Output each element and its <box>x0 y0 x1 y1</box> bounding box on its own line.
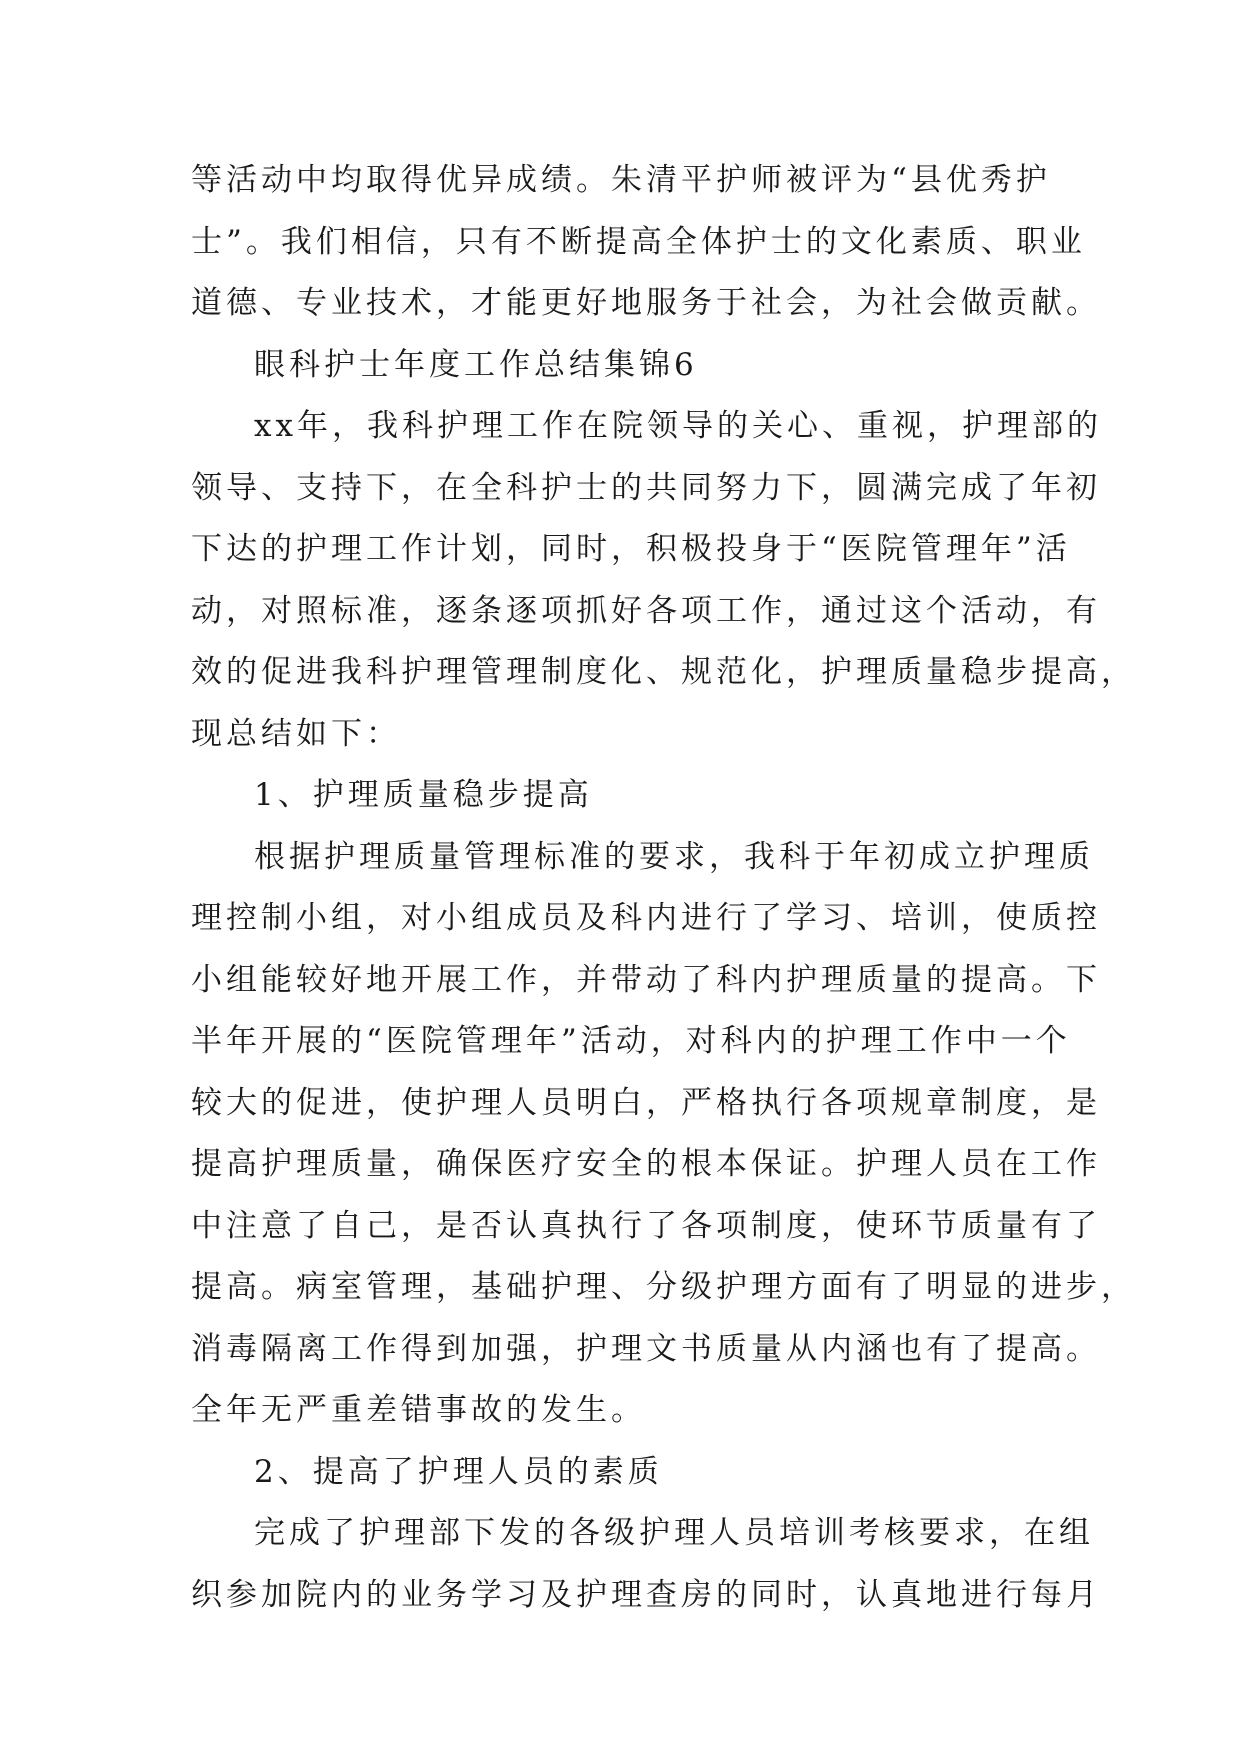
body-line: 织参加院内的业务学习及护理查房的同时，认真地进行每月 <box>191 1576 1101 1613</box>
body-line: 较大的促进，使护理人员明白，严格执行各项规章制度，是 <box>191 1084 1101 1121</box>
body-line: 消毒隔离工作得到加强，护理文书质量从内涵也有了提高。 <box>191 1330 1101 1367</box>
body-line: 动，对照标准，逐条逐项抓好各项工作，通过这个活动，有 <box>191 592 1101 629</box>
document-body <box>191 150 1136 1626</box>
paragraph-start: xx年，我科护理工作在院领导的关心、重视，护理部的 <box>254 408 1102 444</box>
body-line: 等活动中均取得优异成绩。朱清平护师被评为“县优秀护 <box>191 162 1051 198</box>
body-line: 小组能较好地开展工作，并带动了科内护理质量的提高。下 <box>191 961 1101 998</box>
paragraph-start: 完成了护理部下发的各级护理人员培训考核要求，在组 <box>254 1515 1094 1551</box>
body-line: 提高护理质量，确保医疗安全的根本保证。护理人员在工作 <box>191 1146 1101 1182</box>
subheading: 2、提高了护理人员的素质 <box>254 1453 663 1490</box>
body-line: 中注意了自己，是否认真执行了各项制度，使环节质量有了 <box>191 1207 1101 1244</box>
body-line: 领导、支持下，在全科护士的共同努力下，圆满完成了年初 <box>191 469 1101 506</box>
section-title: 眼科护士年度工作总结集锦6 <box>254 346 698 383</box>
paragraph-start: 根据护理质量管理标准的要求，我科于年初成立护理质 <box>254 838 1094 875</box>
body-line: 下达的护理工作计划，同时，积极投身于“医院管理年”活 <box>191 531 1071 567</box>
body-line: 效的促进我科护理管理制度化、规范化，护理质量稳步提高， <box>191 654 1136 690</box>
body-line: 半年开展的“医院管理年”活动，对科内的护理工作中一个 <box>191 1023 1071 1059</box>
body-line: 提高。病室管理，基础护理、分级护理方面有了明显的进步， <box>191 1269 1136 1305</box>
subheading: 1、护理质量稳步提高 <box>254 777 593 813</box>
body-line: 全年无严重差错事故的发生。 <box>191 1392 646 1428</box>
body-line: 理控制小组，对小组成员及科内进行了学习、培训，使质控 <box>191 900 1101 936</box>
body-line: 士”。我们相信，只有不断提高全体护士的文化素质、职业 <box>191 223 1086 260</box>
body-line: 现总结如下： <box>191 715 401 752</box>
body-line: 道德、专业技术，才能更好地服务于社会，为社会做贡献。 <box>191 285 1101 321</box>
